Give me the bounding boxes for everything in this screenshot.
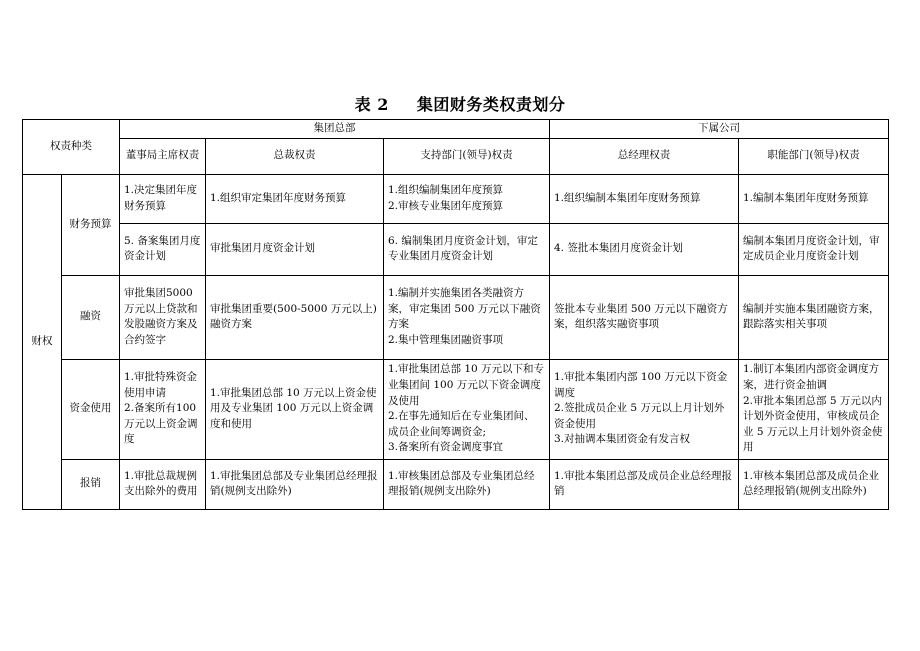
row-label-reimbursement: 报销 [62, 459, 120, 509]
header-group-hq: 集团总部 [120, 120, 550, 139]
cell-funds-gm: 1.审批本集团内部 100 万元以下资金调度 2.签批成员企业 5 万元以上月计划外资金使用 3.对抽调本集团资金有发言权 [550, 359, 739, 459]
cell-budget-monthly-president: 审批集团月度资金计划 [206, 223, 384, 275]
cell-budget-annual-gm: 1.组织编制本集团年度财务预算 [550, 174, 739, 223]
header-category: 权责种类 [23, 120, 120, 175]
table-title [0, 92, 920, 115]
row-label-budget: 财务预算 [62, 174, 120, 275]
header-support-dept: 支持部门(领导)权责 [384, 138, 550, 174]
authority-table [22, 119, 889, 510]
cell-reimbursement-support: 1.审核集团总部及专业集团总经理报销(规例支出除外) [384, 459, 550, 509]
header-president: 总裁权责 [206, 138, 384, 174]
row-label-financing: 融资 [62, 275, 120, 359]
cell-funds-chair: 1.审批特殊资金使用申请 2.备案所有100 万元以上资金调度 [120, 359, 206, 459]
cell-budget-annual-president: 1.组织审定集团年度财务预算 [206, 174, 384, 223]
cell-financing-president: 审批集团重要(500-5000 万元以上) 融资方案 [206, 275, 384, 359]
cell-budget-monthly-func: 编制本集团月度资金计划，审定成员企业月度资金计划 [739, 223, 889, 275]
cell-budget-monthly-gm: 4. 签批本集团月度资金计划 [550, 223, 739, 275]
cell-funds-func: 1.制订本集团内部资金调度方案，进行资金抽调 2.审批本集团总部 5 万元以内计划外资金使用，审核成员企业 5 万元以上月计划外资金使用 [739, 359, 889, 459]
table-number: 表 2 [354, 95, 389, 114]
row-label-funds: 资金使用 [62, 359, 120, 459]
header-subsidiary: 下属公司 [550, 120, 889, 139]
cell-budget-annual-func: 1.编制本集团年度财务预算 [739, 174, 889, 223]
cell-budget-annual-support: 1.组织编制集团年度预算 2.审核专业集团年度预算 [384, 174, 550, 223]
cell-financing-gm: 签批本专业集团 500 万元以下融资方案，组织落实融资事项 [550, 275, 739, 359]
cell-budget-annual-chair: 1.决定集团年度财务预算 [120, 174, 206, 223]
cell-reimbursement-chair: 1.审批总裁规例支出除外的费用 [120, 459, 206, 509]
cell-financing-chair: 审批集团5000 万元以上贷款和发股融资方案及合约签字 [120, 275, 206, 359]
cell-reimbursement-gm: 1.审批本集团总部及成员企业总经理报销 [550, 459, 739, 509]
header-chair: 董事局主席权责 [120, 138, 206, 174]
header-gm: 总经理权责 [550, 138, 739, 174]
cell-budget-monthly-chair: 5. 备案集团月度资金计划 [120, 223, 206, 275]
cell-funds-support: 1.审批集团总部 10 万元以下和专业集团间 100 万元以下资金调度及使用 2.在事先通知后在专业集团间、成员企业间筹调资金; 3.备案所有资金调度事宜 [384, 359, 550, 459]
cell-financing-func: 编制并实施本集团融资方案，跟踪落实相关事项 [739, 275, 889, 359]
section-label: 财权 [23, 174, 62, 509]
cell-financing-support: 1.编制并实施集团各类融资方案，审定集团 500 万元以下融资方案 2.集中管理集团融资事项 [384, 275, 550, 359]
table-title-text: 集团财务类权责划分 [416, 95, 566, 114]
cell-reimbursement-func: 1.审核本集团总部及成员企业总经理报销(规例支出除外) [739, 459, 889, 509]
header-func-dept: 职能部门(领导)权责 [739, 138, 889, 174]
cell-budget-monthly-support: 6. 编制集团月度资金计划，审定专业集团月度资金计划 [384, 223, 550, 275]
cell-funds-president: 1.审批集团总部 10 万元以上资金使用及专业集团 100 万元以上资金调度和使用 [206, 359, 384, 459]
cell-reimbursement-president: 1.审批集团总部及专业集团总经理报销(规例支出除外) [206, 459, 384, 509]
